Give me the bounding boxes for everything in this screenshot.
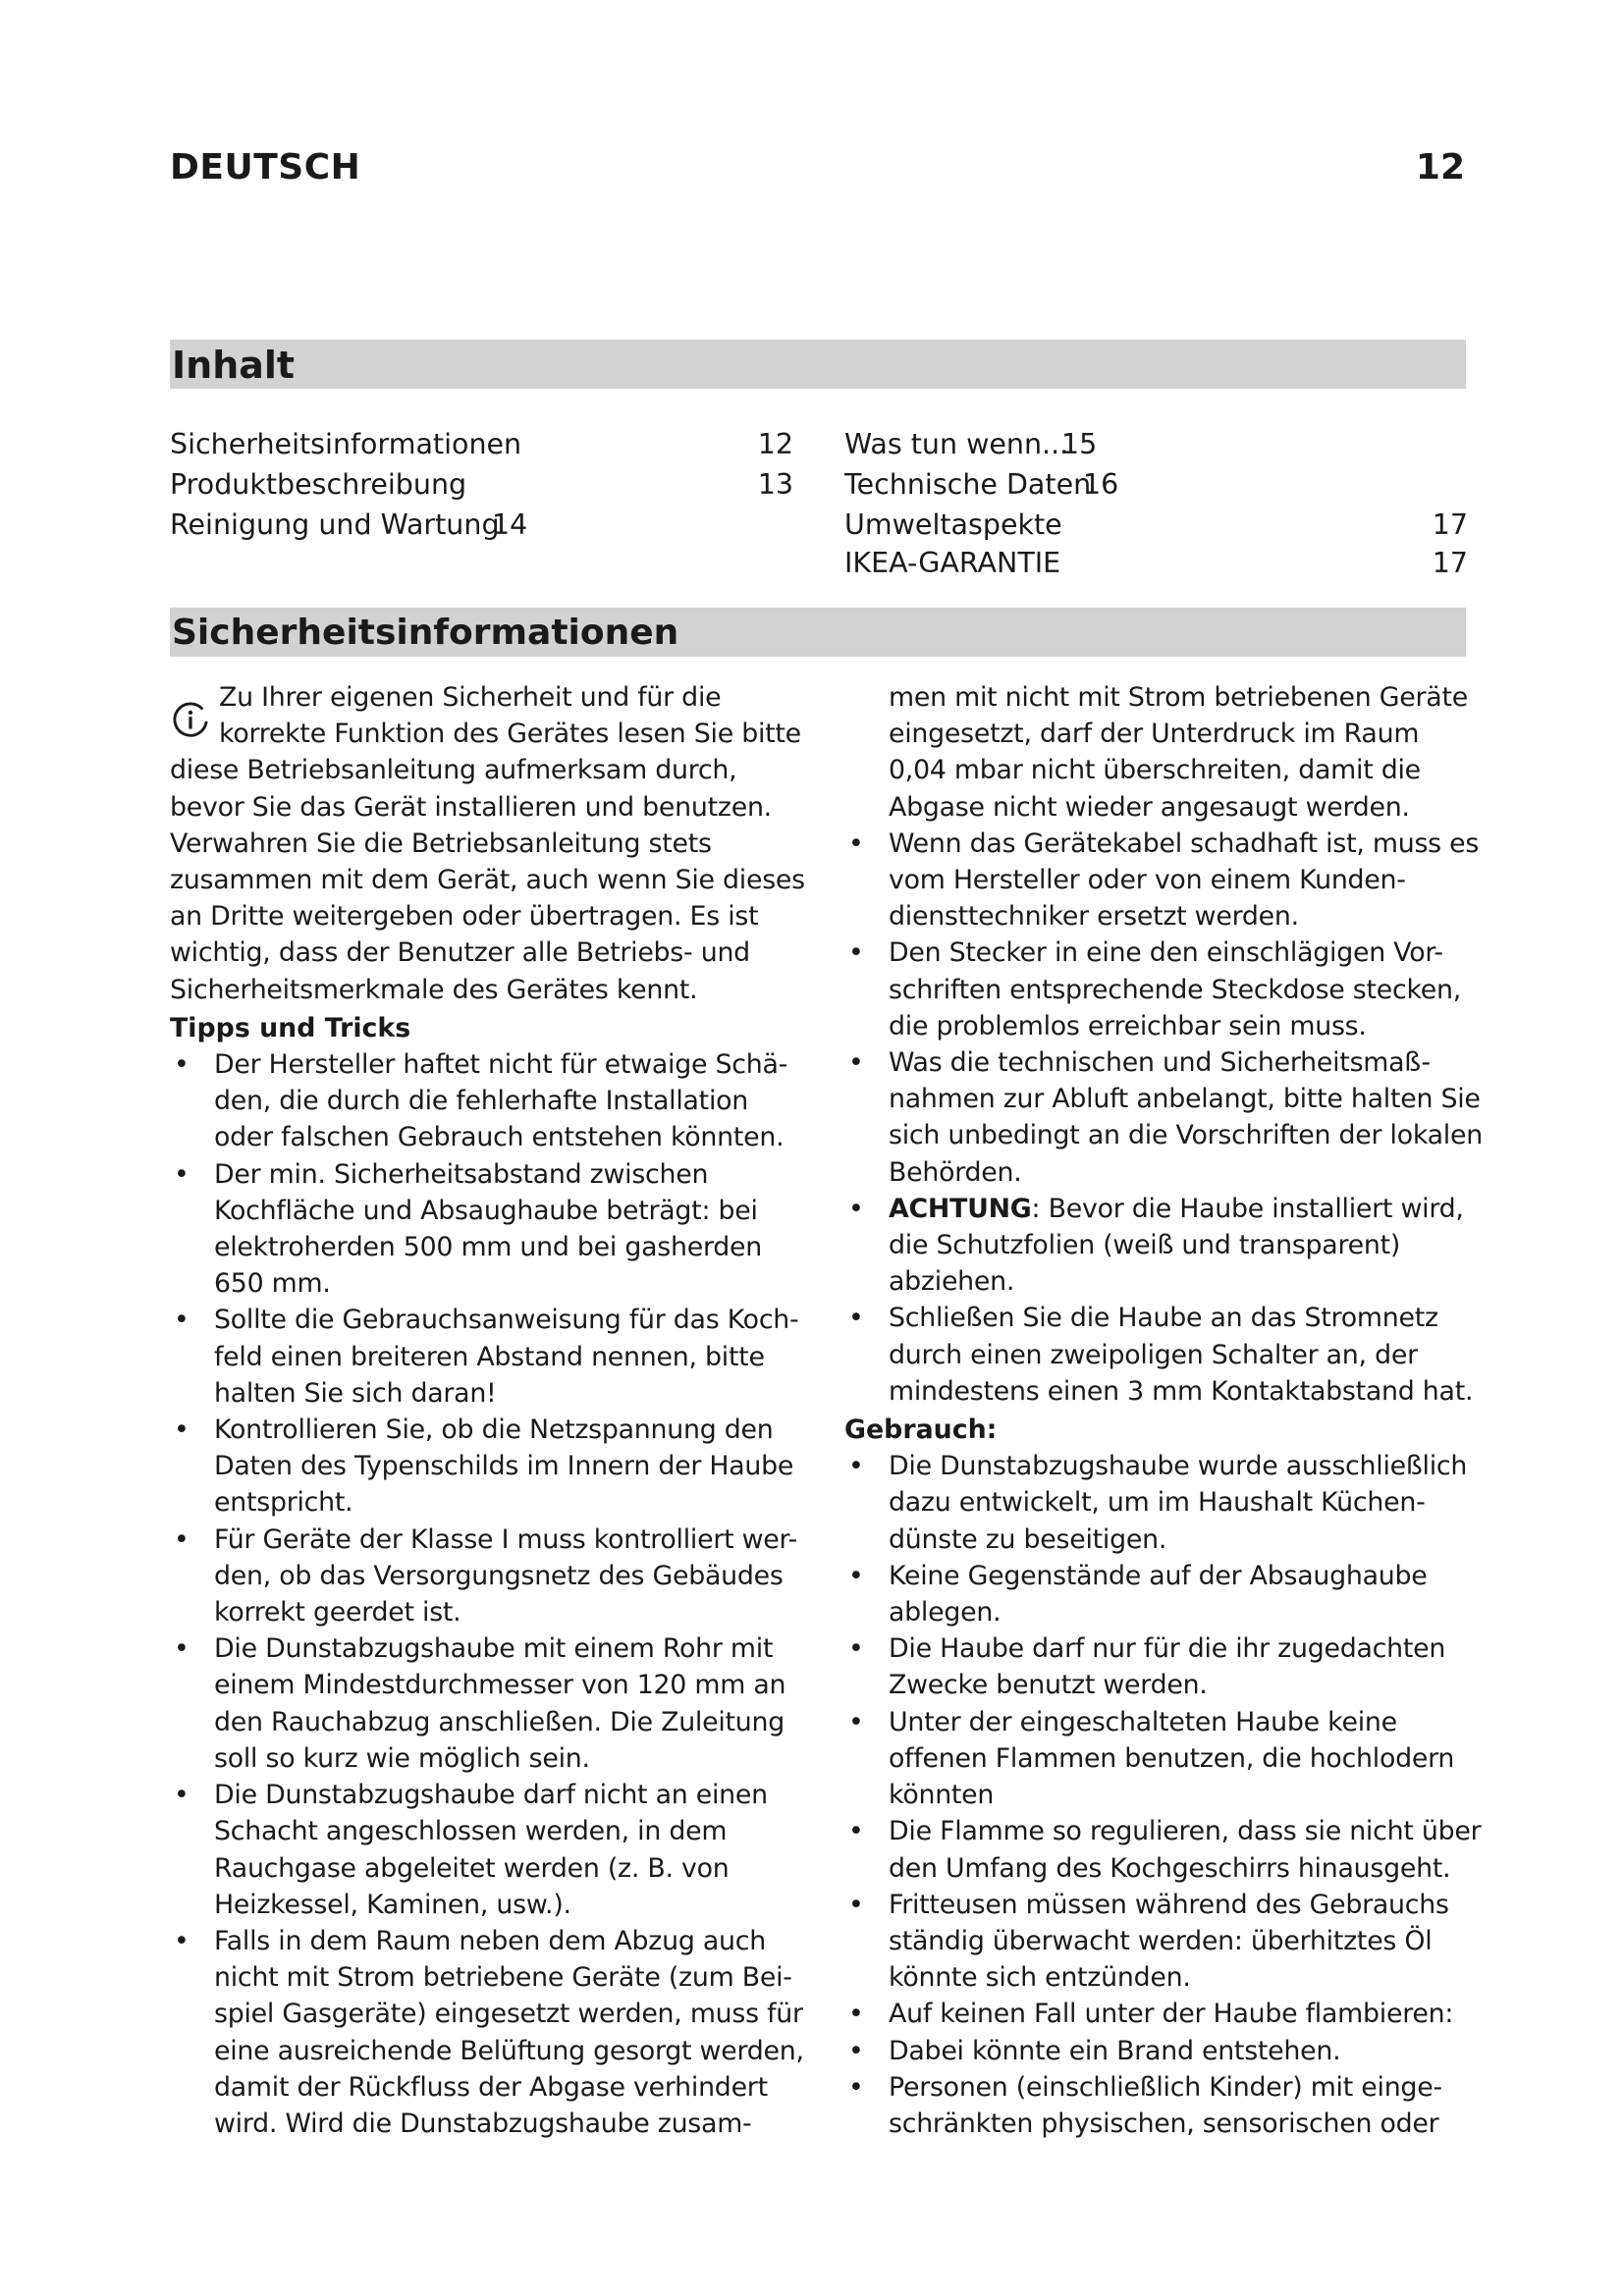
toc-entry-label: Reinigung und Wartung — [170, 508, 500, 541]
usage-list — [844, 1448, 1483, 2142]
bullet-icon: • — [174, 1925, 189, 1956]
list-item: • Wenn das Gerätekabel schadhaft ist, muss es vom Hersteller oder von einem Kunden-diensttechniker ersetzt werden. — [844, 826, 1483, 935]
list-item: • Schließen Sie die Haube an das Stromnetz durch einen zweipoligen Schalter an, der mindestens einen 3 mm Kontaktabstand hat. — [844, 1300, 1483, 1410]
safety-heading: Sicherheitsinformationen — [170, 608, 1466, 657]
bullet-icon: • — [848, 937, 864, 969]
page-number: 12 — [1415, 147, 1465, 187]
list-item: • Die Flamme so regulieren, dass sie nicht über den Umfang des Kochgeschirrs hinausgeht. — [844, 1813, 1483, 1886]
bullet-icon: • — [848, 1303, 864, 1334]
tips-heading: Tipps und Tricks — [170, 1012, 411, 1043]
toc-entry[interactable] — [844, 543, 1468, 583]
intro-line: Zu Ihrer eigenen Sicherheit und für die — [219, 682, 722, 713]
list-item: • Die Dunstabzugshaube mit einem Rohr mit einem Mindestdurchmesser von 120 mm an den Rauchabzug anschließen. Die Zuleitung soll so kurz wie möglich sein. — [170, 1630, 808, 1777]
bullet-icon: • — [848, 1193, 864, 1224]
list-item: • Kontrollieren Sie, ob die Netzspannung den Daten des Typenschilds im Innern der Haube entspricht. — [170, 1412, 808, 1522]
bullet-icon: • — [174, 1415, 189, 1446]
usage-heading: Gebrauch: — [844, 1415, 998, 1446]
bullet-icon: • — [174, 1633, 189, 1665]
toc-entry-label: IKEA-GARANTIE — [844, 547, 1061, 579]
bullet-icon: • — [848, 1999, 864, 2030]
list-item: • Die Dunstabzugshaube darf nicht an einen Schacht angeschlossen werden, in dem Rauchgase abgeleitet werden (z. B. von Heizkessel, Kaminen, usw.). — [170, 1777, 808, 1923]
toc-entry-page: 17 — [1432, 547, 1468, 579]
list-item: • Der Hersteller haftet nicht für etwaige Schä-den, die durch die fehlerhafte Installation oder falschen Gebrauch entstehen könnten. — [170, 1046, 808, 1156]
toc-entry-label: Was tun wenn... — [844, 428, 1069, 460]
list-item: • Dabei könnte ein Brand entstehen. — [844, 2033, 1483, 2069]
toc-entry-label: Umweltaspekte — [844, 508, 1062, 541]
bullet-icon: • — [174, 1523, 189, 1555]
tips-list-continued — [844, 826, 1483, 1410]
list-item: • Unter der eingeschalteten Haube keine offenen Flammen benutzen, die hochlodern könnten — [844, 1704, 1483, 1814]
toc-entry-label: Produktbeschreibung — [170, 468, 467, 501]
toc-entry[interactable] — [844, 505, 1468, 545]
bullet-icon: • — [848, 1633, 864, 1665]
list-item: • Den Stecker in eine den einschlägigen Vor-schriften entsprechende Steckdose stecken, die problemlos erreichbar sein muss. — [844, 934, 1483, 1044]
bullet-icon: • — [848, 2071, 864, 2103]
toc-entry-page: 15 — [1061, 428, 1098, 460]
list-item: • Für Geräte der Klasse I muss kontrolliert wer-den, ob das Versorgungsnetz des Gebäudes korrekt geerdet ist. — [170, 1522, 808, 1631]
safety-column-left — [170, 679, 808, 2142]
info-icon — [172, 701, 209, 738]
list-item: • Personen (einschließlich Kinder) mit einge-schränkten physischen, sensorischen oder — [844, 2069, 1483, 2142]
bullet-icon: • — [848, 828, 864, 859]
toc-entry-page: 12 — [757, 428, 793, 460]
bullet-icon: • — [848, 2035, 864, 2066]
toc-entry-page: 14 — [492, 508, 528, 541]
list-item: • Keine Gegenstände auf der Absaughaube ablegen. — [844, 1558, 1483, 1630]
safety-column-right — [844, 679, 1483, 2142]
continuation-paragraph: men mit nicht mit Strom betriebenen Geräte eingesetzt, darf der Unterdruck im Raum 0,04 mbar nicht überschreiten, damit die Abgase nicht wieder angesaugt werden. — [889, 682, 1468, 823]
toc-entry[interactable] — [170, 464, 798, 505]
toc-entry[interactable] — [844, 424, 1468, 464]
bullet-icon: • — [848, 1816, 864, 1847]
toc-entry[interactable] — [170, 424, 798, 464]
bullet-icon: • — [848, 1560, 864, 1591]
toc-entry-label: Technische Daten — [844, 468, 1092, 501]
warning-label: ACHTUNG — [889, 1193, 1032, 1224]
intro-paragraph: diese Betriebsanleitung aufmerksam durch, bevor Sie das Gerät installieren und benutzen. Verwahren Sie die Betriebsanleitung stets zusammen mit dem Gerät, auch wenn Sie dieses an Dritte weitergeben oder übertragen. Es ist wichtig, dass der Benutzer alle Betriebs- und Sicherheitsmerkmale des Gerätes kennt. — [170, 755, 805, 1005]
toc-entry-label: Sicherheitsinformationen — [170, 428, 522, 460]
list-item: • Was die technischen und Sicherheitsmaß-nahmen zur Abluft anbelangt, bitte halten Sie sich unbedingt an die Vorschriften der lokalen Behörden. — [844, 1044, 1483, 1191]
toc-entry[interactable] — [844, 464, 1468, 505]
bullet-icon: • — [848, 1889, 864, 1920]
list-item: • Sollte die Gebrauchsanweisung für das Koch-feld einen breiteren Abstand nennen, bitte halten Sie sich daran! — [170, 1302, 808, 1412]
tips-list — [170, 1046, 808, 2142]
bullet-icon: • — [174, 1049, 189, 1081]
bullet-icon: • — [848, 1706, 864, 1737]
list-item: • ACHTUNG: Bevor die Haube installiert wird, die Schutzfolien (weiß und transparent) abziehen. — [844, 1191, 1483, 1301]
toc-entry-page: 17 — [1432, 508, 1468, 541]
intro-line: korrekte Funktion des Gerätes lesen Sie bitte — [219, 719, 801, 750]
list-item: • Der min. Sicherheitsabstand zwischen Kochfläche und Absaughaube beträgt: bei elektroherden 500 mm und bei gasherden 650 mm. — [170, 1156, 808, 1303]
bullet-icon: • — [174, 1305, 189, 1336]
list-item: • Fritteusen müssen während des Gebrauchs ständig überwacht werden: überhitztes Öl könnte sich entzünden. — [844, 1887, 1483, 1997]
toc-entry[interactable] — [170, 505, 798, 545]
list-item: • Die Dunstabzugshaube wurde ausschließlich dazu entwickelt, um im Haushalt Küchen-dünste zu beseitigen. — [844, 1448, 1483, 1558]
bullet-icon: • — [848, 1047, 864, 1079]
toc-entry-page: 13 — [757, 468, 793, 501]
list-item: • Falls in dem Raum neben dem Abzug auch nicht mit Strom betriebene Geräte (zum Bei-spiel Gasgeräte) eingesetzt werden, muss für eine ausreichende Belüftung gesorgt werden, damit der Rückfluss der Abgase verhindert wird. Wird die Dunstabzugshaube zusam- — [170, 1923, 808, 2142]
contents-heading: Inhalt — [170, 340, 1466, 389]
bullet-icon: • — [174, 1780, 189, 1811]
section-language-label: DEUTSCH — [170, 147, 361, 187]
bullet-icon: • — [174, 1158, 189, 1190]
list-item: • Die Haube darf nur für die ihr zugedachten Zwecke benutzt werden. — [844, 1630, 1483, 1703]
safety-intro — [170, 679, 808, 1008]
bullet-icon: • — [848, 1451, 864, 1482]
list-item: • Auf keinen Fall unter der Haube flambieren: — [844, 1996, 1483, 2032]
toc-entry-page: 16 — [1083, 468, 1119, 501]
